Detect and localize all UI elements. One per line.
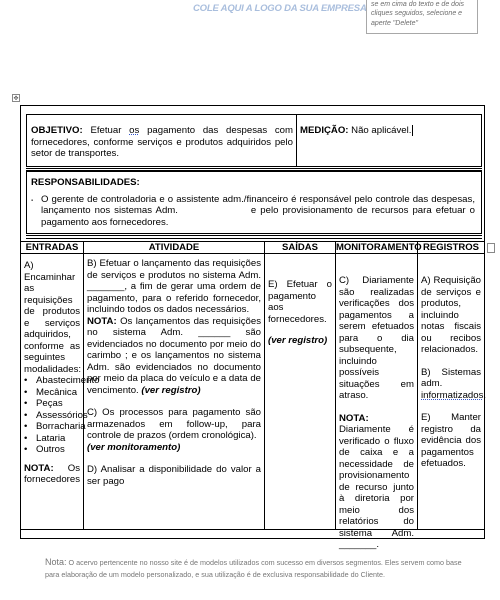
modalities-list	[24, 375, 100, 456]
inputs-note-label: NOTA:	[24, 462, 54, 474]
monitoring-cell[interactable]	[336, 254, 418, 550]
monitoring-note-text: Diariamente é verificado o fluxo de caixa e a necessidade de provisionamento de recurso junto à diretoria por meio dos relatórios do sistema Adm. _______.	[339, 424, 414, 550]
records-cell[interactable]	[418, 254, 487, 529]
process-table	[20, 241, 487, 550]
activity-c-ref: (ver monitoramento)	[87, 441, 181, 453]
list-item: • Outros	[24, 444, 80, 456]
monitoring-c: C) Diariamente são realizadas verificações dos pagamentos a serem efetuados para o dia subsequente, incluindo possíveis situações em atraso.	[339, 275, 414, 401]
activity-c: C) Os processos para pagamento são armazenados em follow-up, para controle de prazos (ordem cronológica).	[87, 407, 261, 441]
records-a: A) Requisição de serviços e produtos, incluindo notas fiscais ou recibos relacionados.	[421, 275, 481, 355]
measurement-label: MEDIÇÃO:	[300, 125, 349, 136]
outputs-ref: (ver registro)	[268, 335, 328, 346]
activity-note-ref: (ver registro)	[141, 384, 201, 396]
footer-label: Nota:	[45, 557, 67, 567]
objective-row	[26, 114, 482, 167]
logo-instruction-box: se em cima do texto e de dois cliques seguidos, selecione e aperte "Delete"	[366, 0, 478, 34]
list-item: • Abastecimento	[24, 375, 80, 387]
footer-note	[45, 557, 470, 580]
bullet-icon: ▪	[31, 197, 34, 204]
logo-placeholder[interactable]: COLE AQUI A LOGO DA SUA EMPRESA	[193, 3, 367, 14]
outputs-cell[interactable]	[265, 254, 336, 529]
divider	[26, 235, 482, 239]
list-item: • Peças	[24, 398, 80, 410]
objective-text-b: os	[129, 125, 140, 136]
header-records: REGISTROS	[418, 242, 484, 254]
list-item: • Mecânica	[24, 387, 80, 399]
objective-text-c: pagamento das despesas com fornecedores, conforme serviços e produtos adquiridos pelo setor de transportes.	[31, 125, 293, 159]
objective-label: OBJETIVO:	[31, 125, 83, 136]
responsibilities-cell[interactable]	[26, 171, 482, 234]
table-move-handle-icon[interactable]: ✥	[13, 96, 19, 102]
header-outputs: SAÍDAS	[265, 242, 336, 254]
responsibilities-label: RESPONSABILIDADES:	[31, 177, 140, 188]
activity-d: D) Analisar a disponibilidade do valor a ser pago	[87, 464, 261, 487]
records-b-link: informatizados	[421, 389, 484, 401]
inputs-note-text: Os fornecedores	[24, 462, 80, 485]
records-b-text: B) Sistemas adm.	[421, 366, 481, 389]
outputs-text: E) Efetuar o pagamento aos fornecedores.	[268, 279, 332, 325]
text-cursor	[412, 125, 413, 136]
records-e: E) Manter registro da evidência dos pagamentos efetuados.	[421, 412, 481, 469]
header-activity: ATIVIDADE	[84, 242, 265, 254]
inputs-cell[interactable]	[21, 254, 100, 529]
monitoring-note-label: NOTA:	[339, 412, 369, 424]
header-monitoring: MONITORAMENTO	[336, 242, 422, 253]
responsibilities-item	[31, 193, 478, 229]
objective-cell[interactable]	[27, 115, 297, 166]
responsibilities-text: O gerente de controladoria e o assistente adm./financeiro é responsável pelo controle das despesas, lançamento nos sistemas Adm. e pelo provisionamento de recursos para efetuar o pagamento aos fornecedores.	[41, 193, 478, 228]
objective-text-a: Efetuar	[82, 125, 130, 136]
activity-note-label: NOTA:	[87, 315, 117, 327]
inputs-intro: A) Encaminhar as requisições de produtos e serviços adquiridos, conforme as seguintes modalidades:	[24, 260, 82, 375]
measurement-cell[interactable]	[297, 115, 481, 176]
list-item: • Assessórios	[24, 410, 80, 422]
footer-text: O acervo pertencente no nosso site é de modelos utilizados com sucesso em diversos segmentos. Eles servem como base para elaboração de um modelo personalizado, e sua utilização é de exclusiva responsabilidade do Cliente.	[45, 558, 462, 579]
list-item: • Borracharia	[24, 421, 80, 433]
header-inputs: ENTRADAS	[21, 242, 84, 254]
activity-cell[interactable]	[84, 254, 265, 529]
list-item: • Lataria	[24, 433, 80, 445]
activity-b: B) Efetuar o lançamento das requisições de serviços e produtos no sistema Adm. _______, a fim de gerar uma ordem de pagamento, para o referido fornecedor, incluindo todos os dados necessários.	[87, 258, 261, 315]
measurement-text: Não aplicável.	[348, 125, 412, 136]
activity-note-text: Os lançamentos das requisições no sistema Adm. ______ são evidenciados no documento por meio do carimbo ; e os lançamentos no sistema Adm. são evidenciados no documento por meio da placa do veículo e a data de vencimento.	[87, 315, 261, 396]
records-b-end: .	[483, 389, 487, 401]
row-end-marker-icon	[487, 243, 495, 253]
